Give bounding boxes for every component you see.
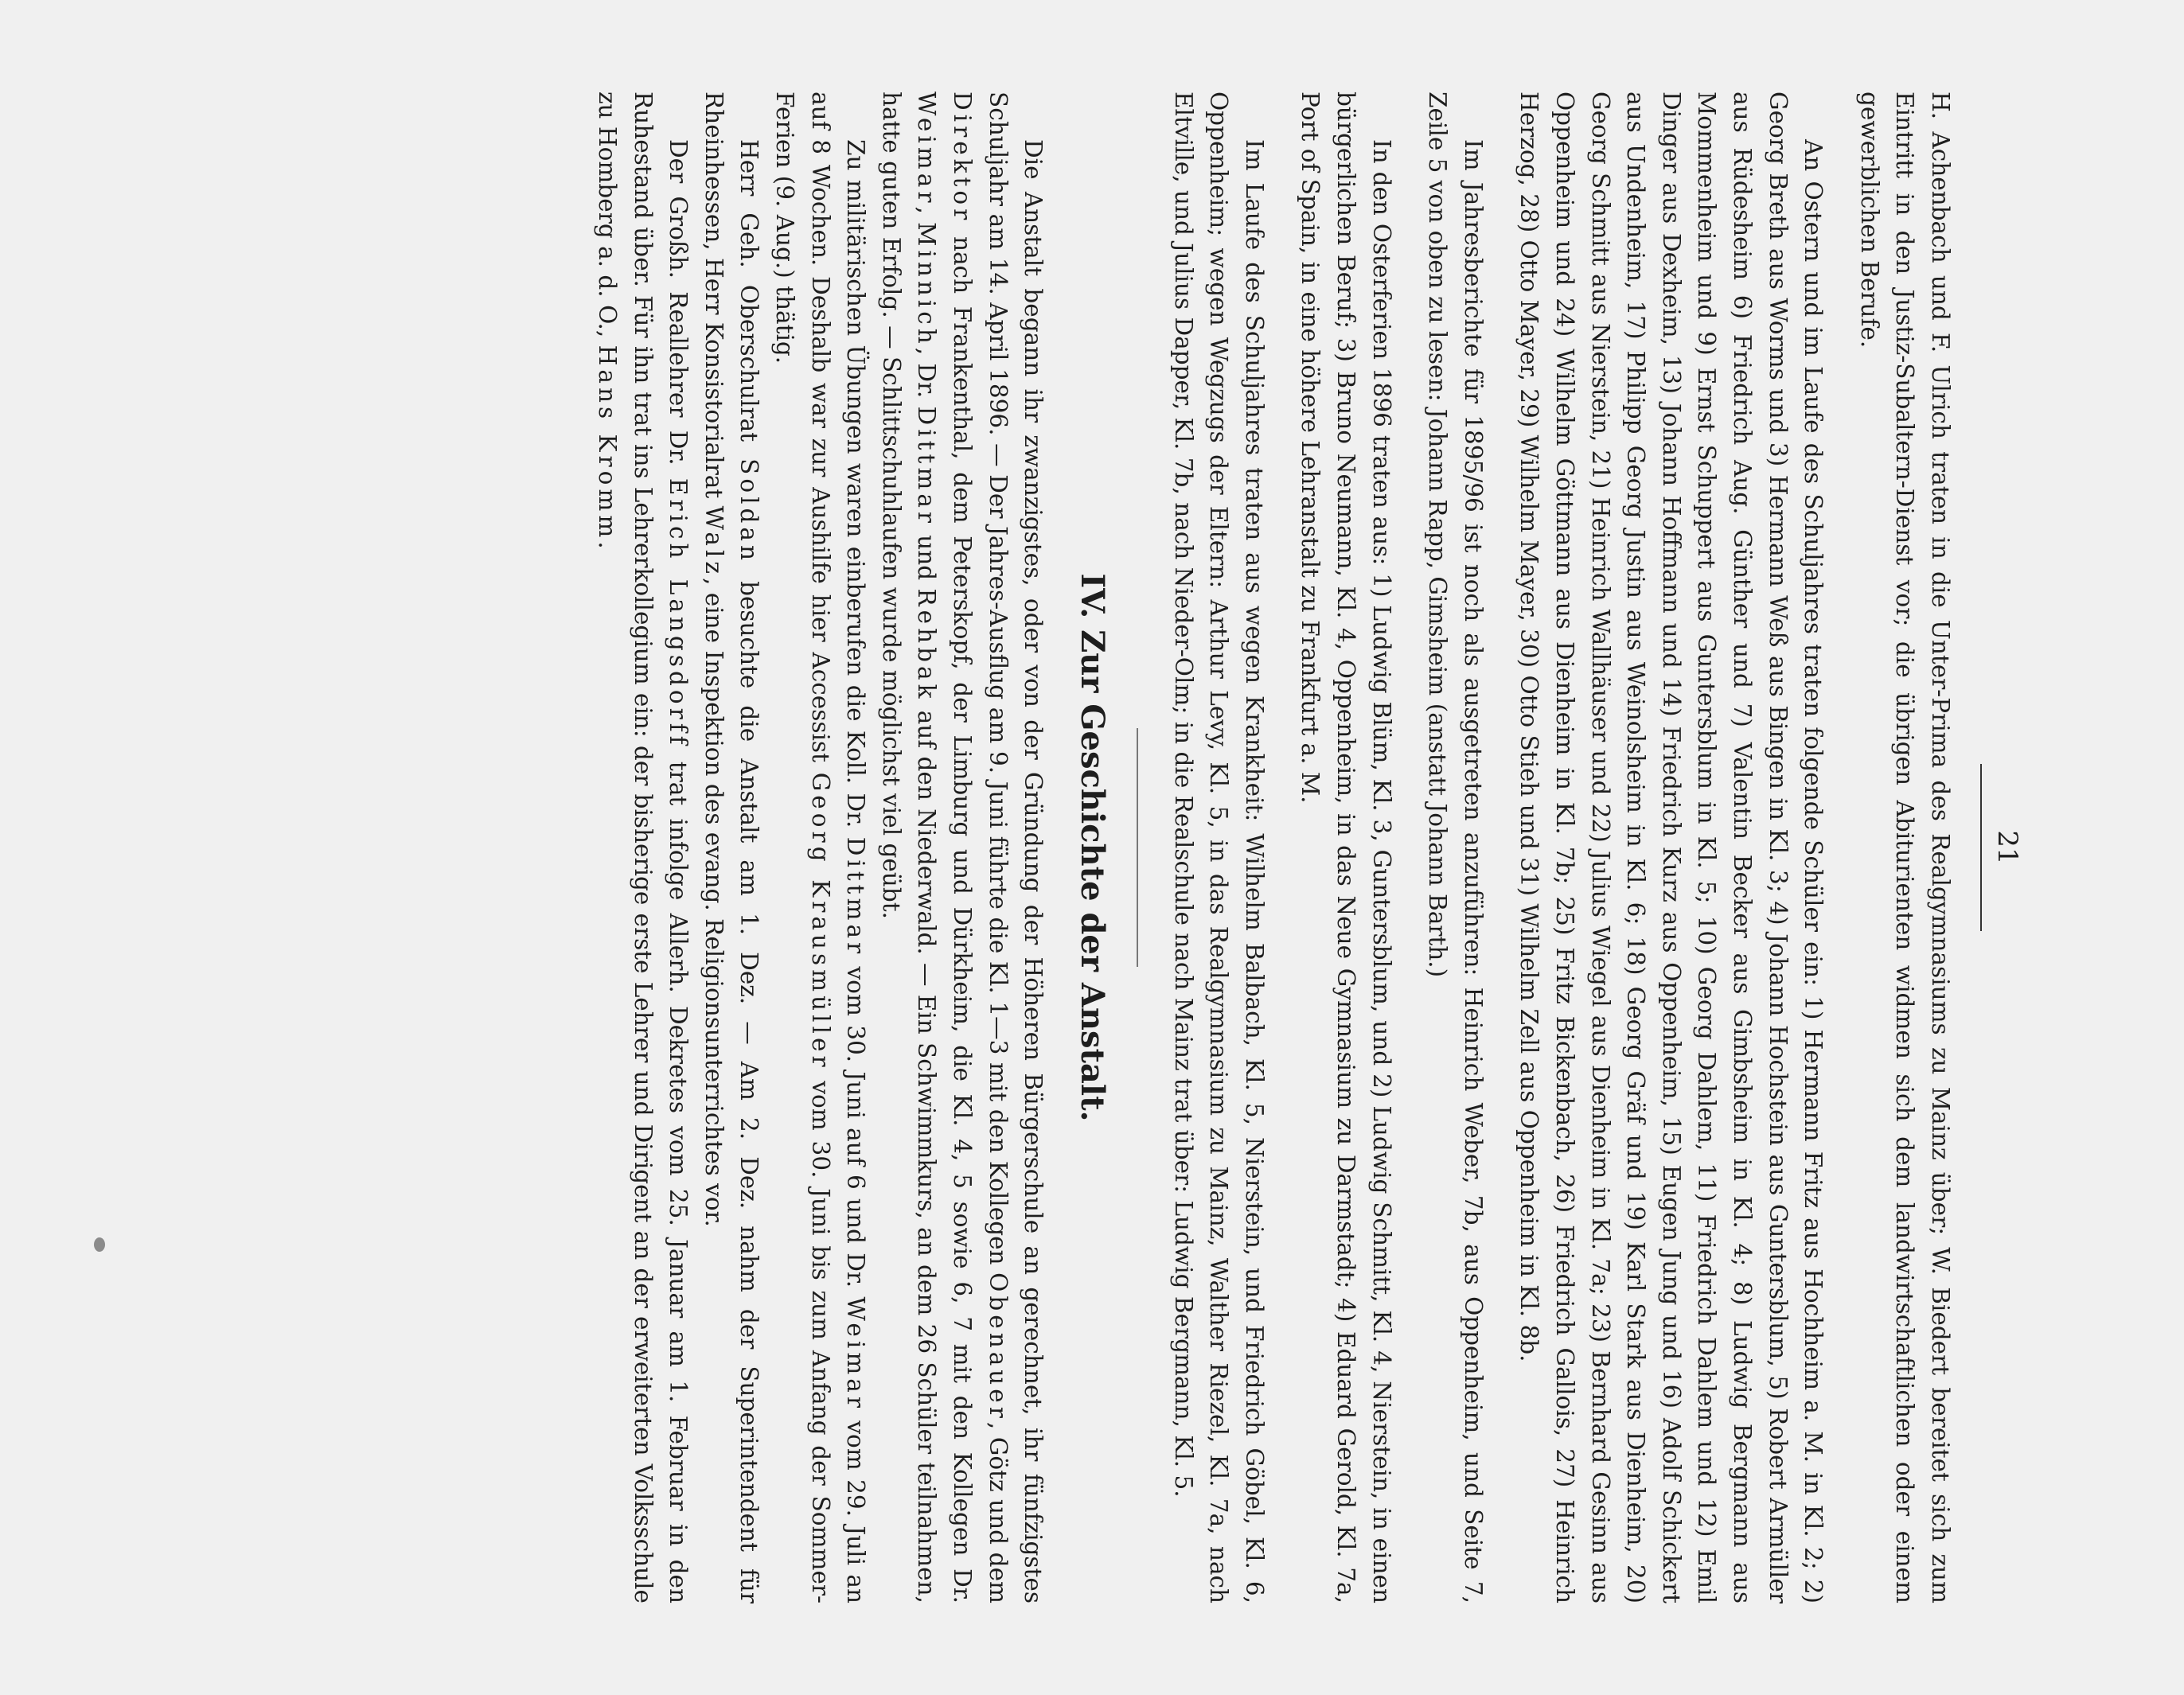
- paragraph-staff-change: [589, 92, 696, 1603]
- page-text-block: [161, 92, 2023, 1603]
- name-weimar: Weimar: [842, 1296, 870, 1412]
- text-run: auf den Niederwald. — Ein Schwimmkurs, an dem 26 Schüler teilnahmen, hatte guten Erfolg. — Schlittschuhlaufen wurde möglichst viel geübt.: [877, 92, 941, 1603]
- paragraph-departures-easter: In den Osterferien 1896 traten aus: 1) Ludwig Blüm, Kl. 3, Guntersblum, und 2) Ludwig Schmitt, Kl. 4, Nierstein, in einen bürgerlichen Beruf; 3) Bruno Neumann, Kl. 4, Oppenheim, in das Neue Gymnasium zu Darmstadt; 4) Eduard Gerold, Kl. 7a, Port of Spain, in eine höhere Lehranstalt zu Frankfurt a. M.: [1297, 92, 1395, 1603]
- text-run: vom 30. Juni bis zum Anfang der Sommer-Ferien (9. Aug.) thätig.: [770, 92, 834, 1603]
- section-heading: IV. Zur Geschichte der Anstalt.: [1074, 573, 1112, 1122]
- page-number: 21: [1991, 830, 2023, 865]
- text-run: .: [594, 541, 621, 549]
- name-krausmueller: Georg Krausmüller: [806, 772, 834, 1071]
- paragraph-gap: [1399, 92, 1420, 1603]
- paragraph-abiturienten: H. Achenbach und F. Ulrich traten in die Unter-Prima des Realgymnasiums zu Mainz über; W. Biedert bereitet sich zum Eintritt in den Justiz-Subaltern-Dienst vor; die übrigen Abiturienten widmen sich dem landwirtschaftlichen oder einem gewerblichen Berufe.: [1855, 92, 1954, 1603]
- paragraph-gap: [1831, 92, 1851, 1603]
- name-direktor: Direktor: [948, 92, 976, 224]
- text-run: Zu militärischen Übungen waren einberufen die Koll. Dr.: [842, 139, 870, 828]
- text-run: ,: [913, 206, 941, 214]
- text-run: Der Großh. Reallehrer Dr.: [665, 139, 692, 466]
- name-obenauer: Obenauer: [984, 1272, 1012, 1422]
- text-run: vom 29. Juli an auf 8 Wochen. Deshalb war zur Aushilfe hier Accessist: [806, 92, 870, 1603]
- name-kromm: Hans Kromm: [594, 345, 621, 542]
- paragraph-correction: Im Jahresberichte für 1895/96 ist noch als ausgetreten anzuführen: Heinrich Weber, 7b, aus Oppenheim, und Seite 7, Zeile 5 von oben zu lesen: Johann Rapp, Gimsheim (anstatt Johann Barth.): [1424, 92, 1487, 1603]
- text-run: , eine Inspektion des evang. Religionsunterrichtes vor.: [700, 577, 727, 1227]
- paragraph-new-students: An Ostern und im Laufe des Schuljahres traten folgende Schüler ein: 1) Hermann Fritz aus Hochheim a. M. in Kl. 2; 2) Georg Breth aus Worms und 3) Hermann Weß aus Bingen in Kl. 3; 4) Johann Hochstein aus Guntersblum, 5) Robert Armüller aus Rüdesheim 6) Friedrich Aug. Günther und 7) Valentin Becker aus Gimbsheim in Kl. 4; 8) Ludwig Bergmann aus Mommenheim und 9) Ernst Schuppert aus Guntersblum in Kl. 5; 10) Georg Dahlem, 11) Friedrich Dahlem und 12) Emil Dinger aus Dexheim, 13) Johann Hoffmann und 14) Friedrich Kurz aus Oppenheim, 15) Eugen Jung und 16) Adolf Schickert aus Undenheim, 17) Philipp Georg Justin aus Weinolsheim in Kl. 6; 18) Georg Gräf und 19) Karl Stark aus Dienheim, 20) Georg Schmitt aus Nierstein, 21) Heinrich Wallhäuser und 22) Julius Wiegel aus Dienheim in Kl. 7a; 23) Bernhard Gesinn aus Oppenheim und 24) Wilhelm Göttmann aus Dienheim in Kl. 7b; 25) Fritz Bickenbach, 26) Friedrich Gallois, 27) Heinrich Herzog, 28) Otto Mayer, 29) Wilhelm Mayer, 30) Otto Stieh und 31) Wilhelm Zell aus Oppenheim in Kl. 8b.: [1515, 92, 1827, 1603]
- paragraph-inspection: [696, 92, 766, 1603]
- text-run: und: [913, 535, 941, 581]
- text-run: trat infolge Allerh. Dekretes vom 25. Januar am 1. Februar in den Ruhestand über. Für ihn trat ins Lehrerkollegium ein: der bisherige erste Lehrer und Dirigent an der erweiterten Volksschule zu Homberg a. d. O.,: [594, 92, 692, 1603]
- text-run: , Dr.: [913, 347, 941, 399]
- text-run: nach Frankenthal, dem Peterskopf, der Limburg und Dürkheim, die Kl. 4, 5 sowie 6, 7 mit den Kollegen Dr.: [948, 236, 976, 1603]
- text-run: Herr Geh. Oberschulrat: [735, 139, 763, 442]
- text-run: vom 30. Juni auf 6 und Dr.: [842, 966, 870, 1288]
- page-number-rule: [1980, 764, 1982, 931]
- name-weimar: Weimar: [913, 92, 941, 207]
- name-minnich: Minnich: [913, 222, 941, 348]
- text-run: , Götz und dem: [984, 1421, 1012, 1603]
- rotated-page-content: [97, 36, 2087, 1659]
- text-run: besuchte die Anstalt am 1. Dez. — Am 2. Dez. nahm der Superintendent für Rheinhessen, Herr Konsistorialrat: [700, 92, 763, 1603]
- section-divider: [1137, 728, 1138, 967]
- name-dittmar: Dittmar: [913, 406, 941, 528]
- paragraph-military-exercises: [766, 92, 873, 1603]
- name-langsdorff: Erich Langsdorff: [665, 477, 692, 749]
- name-soldan: Soldan: [735, 458, 763, 565]
- paragraph-gap: [1491, 92, 1511, 1603]
- ink-smudge: [94, 1237, 105, 1252]
- name-dittmar: Dittmar: [842, 836, 870, 958]
- text-run: Die Anstalt begann ihr zwanzigstes, oder von der Gründung der Höheren Bürgerschule an gerechnet, ihr fünfzigstes Schuljahr am 14. April 1896. — Der Jahres-Ausflug am 9. Juni führte die Kl. 1—3 mit den Kollegen: [984, 92, 1047, 1603]
- paragraph-school-year: [873, 92, 1051, 1603]
- paragraph-gap: [1272, 92, 1293, 1603]
- name-rehbak: Rehbak: [913, 588, 941, 703]
- name-walz: Walz: [700, 505, 727, 578]
- paragraph-departures-year: Im Laufe des Schuljahres traten aus wegen Krankheit: Wilhelm Balbach, Kl. 5, Nierstein, und Friedrich Göbel, Kl. 6, Oppenheim; wegen Wegzugs der Eltern: Arthur Levy, Kl. 5, in das Realgymnasium zu Mainz, Walther Riezel, Kl. 7a, nach Eltville, und Julius Dapper, Kl. 7b, nach Nieder-Olm; in die Realschule nach Mainz trat über: Ludwig Bergmann, Kl. 5.: [1169, 92, 1268, 1603]
